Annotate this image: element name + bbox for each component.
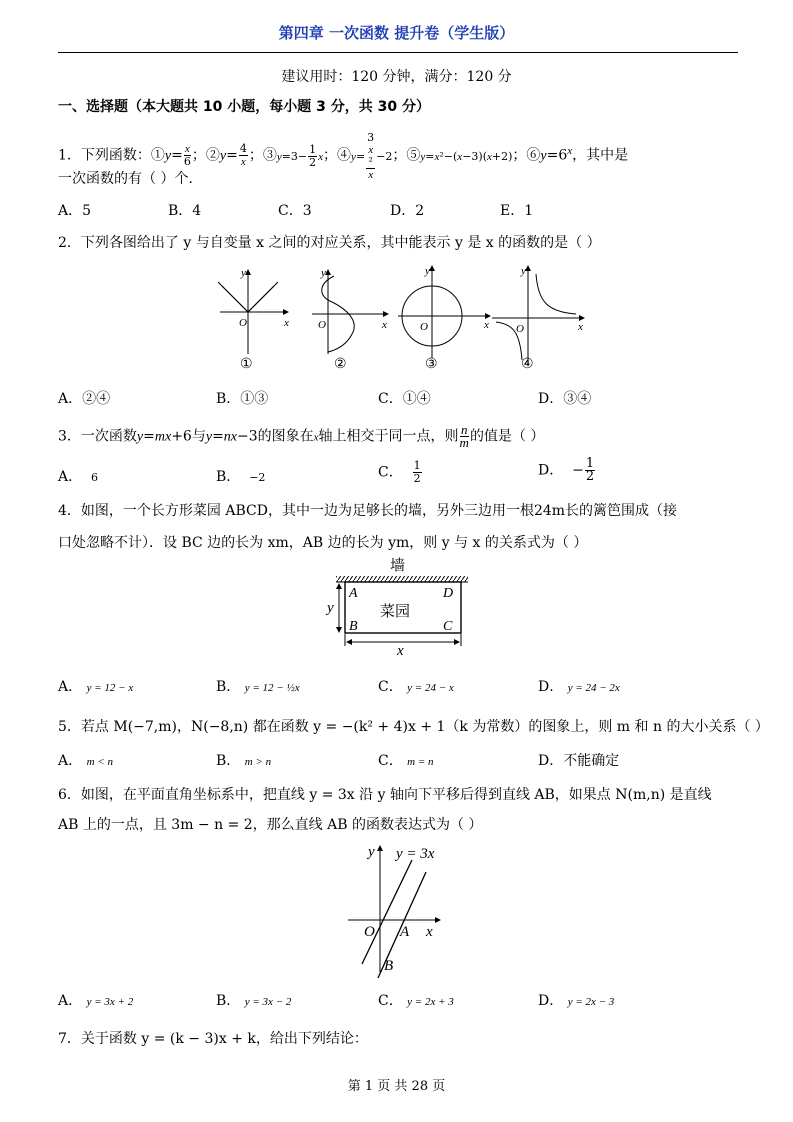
svg-text:B: B — [349, 619, 358, 634]
q3-option-b[interactable]: B． −2 — [216, 469, 266, 485]
q2-stem: 2．下列各图给出了 y 与自变量 x 之间的对应关系，其中能表示 y 是 x 的函数的是（ ） — [58, 235, 601, 251]
figure-label-2: ② — [334, 357, 347, 372]
svg-text:y: y — [425, 265, 430, 277]
section-title: 一、选择题（本大题共 10 小题，每小题 3 分，共 30 分） — [58, 99, 430, 115]
q4-stem-line1: 4．如图，一个长方形菜园 ABCD，其中一边为足够长的墙，另外三边用一根24m长的篱笆围成（接 — [58, 503, 678, 519]
q4-option-b[interactable]: B． y = 12 − ½x — [216, 679, 300, 695]
q5-option-b[interactable]: B． m > n — [216, 753, 272, 769]
q6-option-b[interactable]: B． y = 3x − 2 — [216, 993, 292, 1009]
figure-label-1: ① — [240, 357, 253, 372]
q2-option-c[interactable]: C．①④ — [378, 391, 431, 407]
svg-text:菜园: 菜园 — [380, 604, 411, 620]
q5-option-d[interactable]: D．不能确定 — [538, 753, 620, 769]
svg-text:x: x — [397, 643, 404, 658]
svg-text:O: O — [239, 317, 247, 329]
q6-stem-line2: AB 上的一点，且 3m − n = 2，那么直线 AB 的函数表达式为（ ） — [58, 817, 483, 833]
q5-option-a[interactable]: A． m < n — [58, 753, 113, 769]
graph-figure-2 — [312, 267, 388, 372]
svg-text:D: D — [443, 586, 454, 601]
q4-garden-figure — [318, 556, 478, 658]
graph-figure-1 — [218, 267, 289, 372]
svg-text:C: C — [443, 619, 453, 634]
q6-stem-line1: 6．如图，在平面直角坐标系中，把直线 y = 3x 沿 y 轴向下平移后得到直线 AB，如果点 N(m,n) 是直线 — [58, 787, 712, 803]
page-number: 第 1 页 共 28 页 — [347, 1079, 446, 1094]
svg-text:y = 3x: y = 3x — [396, 846, 435, 862]
q1-option-b[interactable]: B．4 — [168, 203, 202, 219]
svg-text:O: O — [516, 323, 524, 335]
svg-text:y: y — [241, 267, 246, 279]
q6-line-figure — [344, 842, 444, 980]
q4-option-c[interactable]: C． y = 24 − x — [378, 679, 454, 695]
q2-option-d[interactable]: D．③④ — [538, 391, 592, 407]
page-title: 第四章 一次函数 提升卷（学生版） — [278, 24, 515, 42]
time-score-info: 建议用时：120 分钟，满分：120 分 — [281, 69, 512, 85]
q2-figures — [212, 262, 592, 374]
q7-stem: 7．关于函数 y = (k − 3)x + k，给出下列结论： — [58, 1031, 368, 1047]
q4-stem-line2: 口处忽略不计）．设 BC 边的长为 xm，AB 边的长为 ym，则 y 与 x 的关系式为（ ） — [58, 535, 588, 551]
svg-text:O: O — [364, 924, 375, 940]
q3-option-c[interactable]: C． $\frac{1}{2}$ — [378, 459, 421, 485]
q5-stem: 5．若点 M(−7,m)，N(−8,n) 都在函数 y = −(k² + 4)x + 1（k 为常数）的图象上，则 m 和 n 的大小关系（ ） — [58, 719, 769, 735]
q1-option-d[interactable]: D．2 — [390, 203, 425, 219]
svg-text:O: O — [420, 321, 428, 333]
svg-text:y: y — [521, 265, 526, 277]
q3-option-d[interactable]: D． − $\frac{1}{2}$ — [538, 456, 595, 484]
svg-text:A: A — [400, 924, 410, 940]
graph-figure-3 — [398, 265, 490, 372]
q3-stem: 3．一次函数y=mx+6与y=nx−3的图象在x轴上相交于同一点，则 $\frac{n}{m}$ 的值是（ ） — [58, 422, 545, 450]
figure-label-3: ③ — [425, 357, 438, 372]
svg-text:x: x — [484, 319, 489, 331]
q4-option-d[interactable]: D． y = 24 − 2x — [538, 679, 620, 695]
q1-option-a[interactable]: A．5 — [58, 203, 92, 219]
q6-option-a[interactable]: A． y = 3x + 2 — [58, 993, 134, 1009]
q2-option-a[interactable]: A．②④ — [58, 391, 111, 407]
svg-text:A: A — [349, 586, 358, 601]
q6-option-d[interactable]: D． y = 2x − 3 — [538, 993, 615, 1009]
title-rule — [58, 52, 738, 53]
q1-stem: 1．下列函数：①y= $\frac{x}{6}$ ；②y= $\frac{4}{x}$ ；③y=3− $\frac{1}{2}$ x；④y= 3 x ² x −2；⑤y=x²−(x−3)(x+2)；$⑥y=6^x$，其中是 — [58, 131, 629, 181]
q1-option-c[interactable]: C．3 — [278, 203, 312, 219]
svg-text:B: B — [384, 958, 394, 974]
svg-text:y: y — [368, 844, 375, 860]
q3-option-a[interactable]: A． 6 — [58, 469, 99, 485]
svg-text:x: x — [382, 319, 387, 331]
q1-option-e[interactable]: E．1 — [500, 203, 534, 219]
q4-option-a[interactable]: A． y = 12 − x — [58, 679, 134, 695]
q2-option-b[interactable]: B．①③ — [216, 391, 269, 407]
svg-text:x: x — [284, 317, 289, 329]
svg-text:y: y — [321, 267, 326, 279]
svg-text:x: x — [426, 924, 433, 940]
svg-text:y: y — [327, 600, 334, 616]
figure-label-4: ④ — [521, 357, 534, 372]
graph-figure-4 — [492, 265, 584, 372]
q5-option-c[interactable]: C． m = n — [378, 753, 434, 769]
svg-text:x: x — [578, 321, 583, 333]
svg-text:O: O — [318, 319, 326, 331]
q6-option-c[interactable]: C． y = 2x + 3 — [378, 993, 454, 1009]
wall-label: 墙 — [390, 558, 406, 574]
q1-stem-line2: 一次函数的有（ ）个. — [58, 171, 193, 187]
